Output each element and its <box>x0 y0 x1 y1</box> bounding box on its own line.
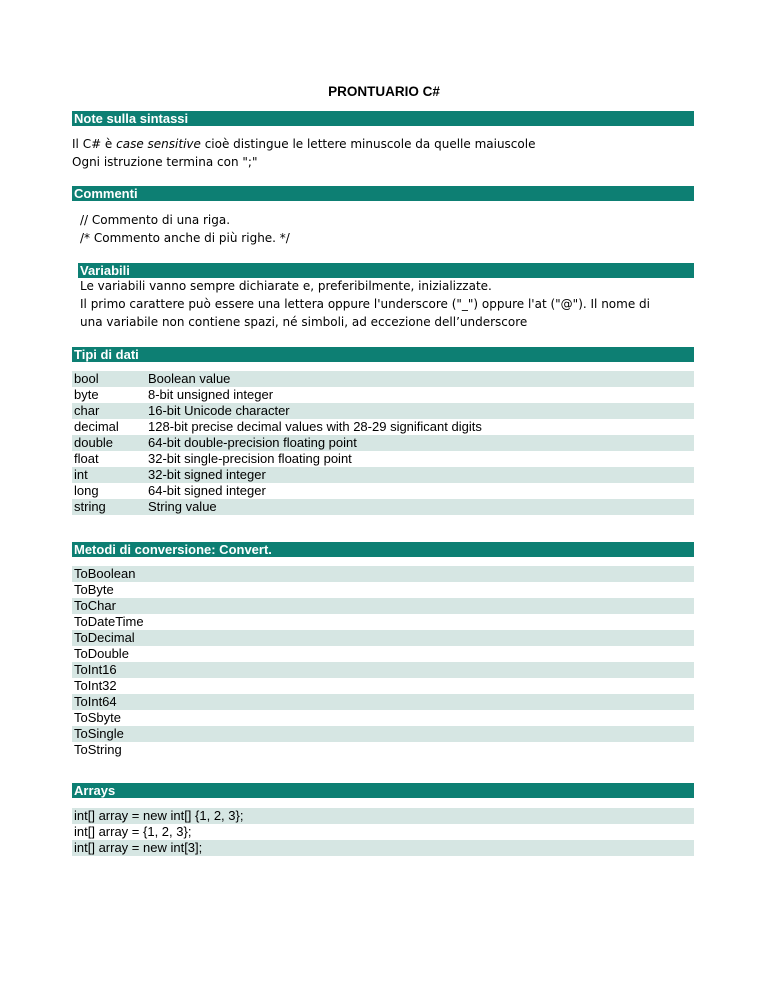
type-name: char <box>74 403 100 418</box>
type-desc: 8-bit unsigned integer <box>148 387 274 402</box>
type-name: long <box>74 483 99 498</box>
convert-method: ToInt32 <box>74 678 117 693</box>
sintassi-line-1-em: case sensitive <box>116 137 201 151</box>
comment-line-2: /* Commento anche di più righe. */ <box>80 231 290 245</box>
section-header-variabili: Variabili <box>78 263 694 278</box>
type-desc: String value <box>148 499 217 514</box>
section-header-sintassi: Note sulla sintassi <box>72 111 694 126</box>
convert-method: ToChar <box>74 598 116 613</box>
type-name: string <box>74 499 106 514</box>
convert-method: ToDouble <box>74 646 129 661</box>
type-name: bool <box>74 371 99 386</box>
convert-method: ToByte <box>74 582 114 597</box>
type-name: double <box>74 435 114 450</box>
section-header-convert: Metodi di conversione: Convert. <box>72 542 694 557</box>
type-desc: 32-bit signed integer <box>148 467 266 482</box>
sintassi-line-2: Ogni istruzione termina con ";" <box>72 155 258 169</box>
convert-method: ToString <box>74 742 122 757</box>
convert-method: ToDateTime <box>74 614 144 629</box>
type-name: float <box>74 451 99 466</box>
sintassi-line-1-post: cioè distingue le lettere minuscole da quelle maiuscole <box>200 137 536 151</box>
convert-method: ToInt16 <box>74 662 117 677</box>
array-code: int[] array = new int[3]; <box>74 840 203 855</box>
convert-item <box>72 614 694 630</box>
variabili-line-3: una variabile non contiene spazi, né simboli, ad eccezione dell’underscore <box>80 315 528 329</box>
type-row <box>72 403 694 419</box>
convert-item <box>72 678 694 694</box>
array-example <box>72 808 694 824</box>
array-code: int[] array = new int[] {1, 2, 3}; <box>74 808 244 823</box>
convert-method: ToDecimal <box>74 630 135 645</box>
type-row <box>72 387 694 403</box>
type-row <box>72 499 694 515</box>
type-name: decimal <box>74 419 119 434</box>
type-desc: 128-bit precise decimal values with 28-29 significant digits <box>148 419 482 434</box>
type-row <box>72 435 694 451</box>
convert-method: ToInt64 <box>74 694 117 709</box>
convert-item <box>72 742 694 758</box>
type-desc: 64-bit double-precision floating point <box>148 435 357 450</box>
convert-item <box>72 598 694 614</box>
array-code: int[] array = {1, 2, 3}; <box>74 824 192 839</box>
type-desc: 32-bit single-precision floating point <box>148 451 352 466</box>
convert-method: ToBoolean <box>74 566 136 581</box>
type-name: byte <box>74 387 99 402</box>
type-row <box>72 451 694 467</box>
convert-item <box>72 646 694 662</box>
convert-item <box>72 566 694 582</box>
array-example <box>72 824 694 840</box>
comment-line-1: // Commento di una riga. <box>80 213 231 227</box>
convert-item <box>72 726 694 742</box>
convert-item <box>72 582 694 598</box>
section-header-arrays: Arrays <box>72 783 694 798</box>
variabili-line-2: Il primo carattere può essere una lettera oppure l'underscore ("_") oppure l'at ("@"). Il nome di <box>80 297 650 311</box>
type-row <box>72 483 694 499</box>
variabili-line-1: Le variabili vanno sempre dichiarate e, preferibilmente, inizializzate. <box>80 279 492 293</box>
sintassi-line-1-pre: Il C# è <box>72 137 117 151</box>
section-header-commenti: Commenti <box>72 186 694 201</box>
type-name: int <box>74 467 88 482</box>
convert-item <box>72 662 694 678</box>
array-example <box>72 840 694 856</box>
convert-item <box>72 710 694 726</box>
sintassi-line-1 <box>72 136 535 152</box>
convert-item <box>72 630 694 646</box>
convert-item <box>72 694 694 710</box>
convert-method: ToSingle <box>74 726 124 741</box>
type-desc: Boolean value <box>148 371 231 386</box>
type-row <box>72 371 694 387</box>
type-row <box>72 467 694 483</box>
section-header-tipi: Tipi di dati <box>72 347 694 362</box>
page-title: PRONTUARIO C# <box>328 84 440 99</box>
convert-method: ToSbyte <box>74 710 121 725</box>
type-desc: 16-bit Unicode character <box>148 403 290 418</box>
type-row <box>72 419 694 435</box>
type-desc: 64-bit signed integer <box>148 483 266 498</box>
